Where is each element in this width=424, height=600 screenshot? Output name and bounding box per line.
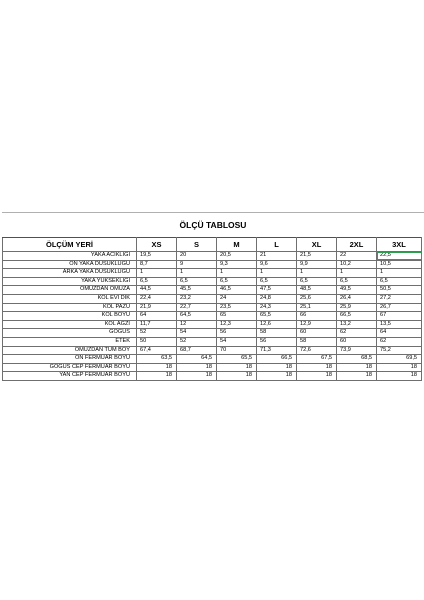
measurement-value: 18: [217, 363, 257, 372]
size-chart-sheet: [0, 212, 424, 381]
measurement-value: 58: [257, 329, 297, 338]
table-row: [3, 320, 422, 329]
measurement-label: ON FERMUAR BOYU: [3, 355, 137, 364]
measurement-value: 9,9: [297, 260, 337, 269]
measurement-value: 66: [297, 312, 337, 321]
measurement-value: 13,2: [337, 320, 377, 329]
measurement-value: 6,5: [297, 277, 337, 286]
measurement-value: 24,3: [257, 303, 297, 312]
measurement-value: 25,1: [297, 303, 337, 312]
measurement-value: 22: [337, 252, 377, 261]
measurement-value: 6,5: [377, 277, 422, 286]
measurement-value: 1: [377, 269, 422, 278]
measurement-value: 68,7: [177, 346, 217, 355]
header-size-l: L: [257, 238, 297, 252]
measurement-value: 6,5: [177, 277, 217, 286]
measurement-value: 60: [337, 337, 377, 346]
measurement-value: 18: [377, 363, 422, 372]
measurement-value: 60: [297, 329, 337, 338]
measurement-label: KOL AGZI: [3, 320, 137, 329]
measurement-value: 45,5: [177, 286, 217, 295]
measurement-label: OMUZDAN OMUZA: [3, 286, 137, 295]
measurement-value: 52: [177, 337, 217, 346]
table-row: [3, 303, 422, 312]
table-row: [3, 372, 422, 381]
measurement-value: 18: [377, 372, 422, 381]
measurement-value: 6,5: [137, 277, 177, 286]
measurement-value: 72,6: [297, 346, 337, 355]
measurement-value: 18: [137, 363, 177, 372]
measurement-value: 18: [297, 372, 337, 381]
measurement-value: 56: [257, 337, 297, 346]
measurement-value: 67,4: [137, 346, 177, 355]
measurement-value: 12,3: [217, 320, 257, 329]
measurement-value: 10,2: [337, 260, 377, 269]
measurement-value: 11,7: [137, 320, 177, 329]
measurement-value: 64,5: [177, 355, 217, 364]
table-row: [3, 329, 422, 338]
measurement-value: 1: [177, 269, 217, 278]
measurement-value: 18: [297, 363, 337, 372]
measurement-value: 69,5: [377, 355, 422, 364]
measurement-value: 6,5: [217, 277, 257, 286]
header-size-s: S: [177, 238, 217, 252]
measurement-value: 1: [217, 269, 257, 278]
measurement-value: 66,5: [337, 312, 377, 321]
measurement-value: 52: [137, 329, 177, 338]
header-measurement-point: ÖLÇÜM YERİ: [3, 238, 137, 252]
measurement-value: 18: [257, 363, 297, 372]
measurement-value: 18: [257, 372, 297, 381]
measurement-value: 9,3: [217, 260, 257, 269]
measurement-label: GOGUS CEP FERMUAR BOYU: [3, 363, 137, 372]
measurement-value: 26,4: [337, 294, 377, 303]
measurement-value: 21,5: [297, 252, 337, 261]
measurement-value: 20: [177, 252, 217, 261]
measurement-value: 75,2: [377, 346, 422, 355]
measurement-value: 12,9: [297, 320, 337, 329]
table-row: [3, 363, 422, 372]
measurement-value: 9,6: [257, 260, 297, 269]
measurement-value: 12: [177, 320, 217, 329]
table-row: [3, 252, 422, 261]
measurement-value: 67: [377, 312, 422, 321]
measurement-value: 1: [257, 269, 297, 278]
size-chart-title: ÖLÇÜ TABLOSU: [2, 212, 424, 237]
header-size-2xl: 2XL: [337, 238, 377, 252]
table-row: [3, 269, 422, 278]
measurement-value: 22,7: [177, 303, 217, 312]
measurement-label: KOL EVI DIK: [3, 294, 137, 303]
measurement-label: YAKA ACIKLIGI: [3, 252, 137, 261]
measurement-value: 66,5: [257, 355, 297, 364]
measurement-value: 64: [137, 312, 177, 321]
measurement-value: 20,5: [217, 252, 257, 261]
measurement-value: 18: [337, 372, 377, 381]
measurement-value: 46,5: [217, 286, 257, 295]
table-row: [3, 294, 422, 303]
measurement-value: 18: [177, 372, 217, 381]
measurement-value: 70: [217, 346, 257, 355]
measurement-value: 25,9: [337, 303, 377, 312]
measurement-value: 21: [257, 252, 297, 261]
measurement-value: 22,4: [137, 294, 177, 303]
measurement-value: 44,5: [137, 286, 177, 295]
measurement-value: 18: [177, 363, 217, 372]
measurement-value: 62: [377, 337, 422, 346]
measurement-value: 56: [217, 329, 257, 338]
table-row: [3, 286, 422, 295]
measurement-label: YAN CEP FERMUAR BOYU: [3, 372, 137, 381]
measurement-value: 8,7: [137, 260, 177, 269]
measurement-value: 62: [337, 329, 377, 338]
measurement-value: 27,2: [377, 294, 422, 303]
measurement-value: 64,5: [177, 312, 217, 321]
measurement-label: ON YAKA DUSUKLUGU: [3, 260, 137, 269]
measurement-value: 65,5: [257, 312, 297, 321]
measurement-value: 71,3: [257, 346, 297, 355]
measurement-value: 65,5: [217, 355, 257, 364]
measurement-value: 23,5: [217, 303, 257, 312]
header-size-xl: XL: [297, 238, 337, 252]
table-row: [3, 346, 422, 355]
measurement-value: 23,2: [177, 294, 217, 303]
header-size-3xl: 3XL: [377, 238, 422, 252]
table-row: [3, 277, 422, 286]
measurement-value: 1: [297, 269, 337, 278]
header-size-xs: XS: [137, 238, 177, 252]
measurement-value: 26,7: [377, 303, 422, 312]
measurement-value: 22,5: [377, 252, 422, 261]
measurement-value: 10,5: [377, 260, 422, 269]
measurement-value: 48,5: [297, 286, 337, 295]
measurement-value: 13,5: [377, 320, 422, 329]
measurement-label: YAKA YUKSEKLIGI: [3, 277, 137, 286]
measurement-value: 54: [217, 337, 257, 346]
measurement-value: 18: [217, 372, 257, 381]
table-row: [3, 312, 422, 321]
measurement-value: 67,5: [297, 355, 337, 364]
measurement-label: ARKA YAKA DUSUKLUGU: [3, 269, 137, 278]
measurement-value: 54: [177, 329, 217, 338]
table-header-row: [3, 238, 422, 252]
measurement-value: 68,5: [337, 355, 377, 364]
measurement-value: 6,5: [257, 277, 297, 286]
measurement-value: 49,5: [337, 286, 377, 295]
measurement-value: 18: [137, 372, 177, 381]
measurement-value: 18: [337, 363, 377, 372]
measurement-value: 58: [297, 337, 337, 346]
measurement-value: 73,9: [337, 346, 377, 355]
measurement-value: 19,5: [137, 252, 177, 261]
measurement-value: 64: [377, 329, 422, 338]
measurement-label: GOGUS: [3, 329, 137, 338]
measurement-value: 9: [177, 260, 217, 269]
measurement-value: 50,5: [377, 286, 422, 295]
measurement-value: 65: [217, 312, 257, 321]
measurement-value: 6,5: [337, 277, 377, 286]
header-size-m: M: [217, 238, 257, 252]
table-row: [3, 337, 422, 346]
measurement-label: OMUZDAN TUM BOY: [3, 346, 137, 355]
measurement-value: 47,5: [257, 286, 297, 295]
measurement-value: 50: [137, 337, 177, 346]
measurement-value: 24: [217, 294, 257, 303]
measurement-value: 1: [137, 269, 177, 278]
measurement-label: ETEK: [3, 337, 137, 346]
table-row: [3, 355, 422, 364]
measurement-value: 21,9: [137, 303, 177, 312]
measurement-value: 63,5: [137, 355, 177, 364]
measurement-label: KOL BOYU: [3, 312, 137, 321]
table-row: [3, 260, 422, 269]
measurement-value: 24,8: [257, 294, 297, 303]
measurement-value: 25,6: [297, 294, 337, 303]
measurement-value: 1: [337, 269, 377, 278]
size-chart-table: [2, 237, 422, 381]
measurement-value: 12,6: [257, 320, 297, 329]
measurement-label: KOL PAZU: [3, 303, 137, 312]
